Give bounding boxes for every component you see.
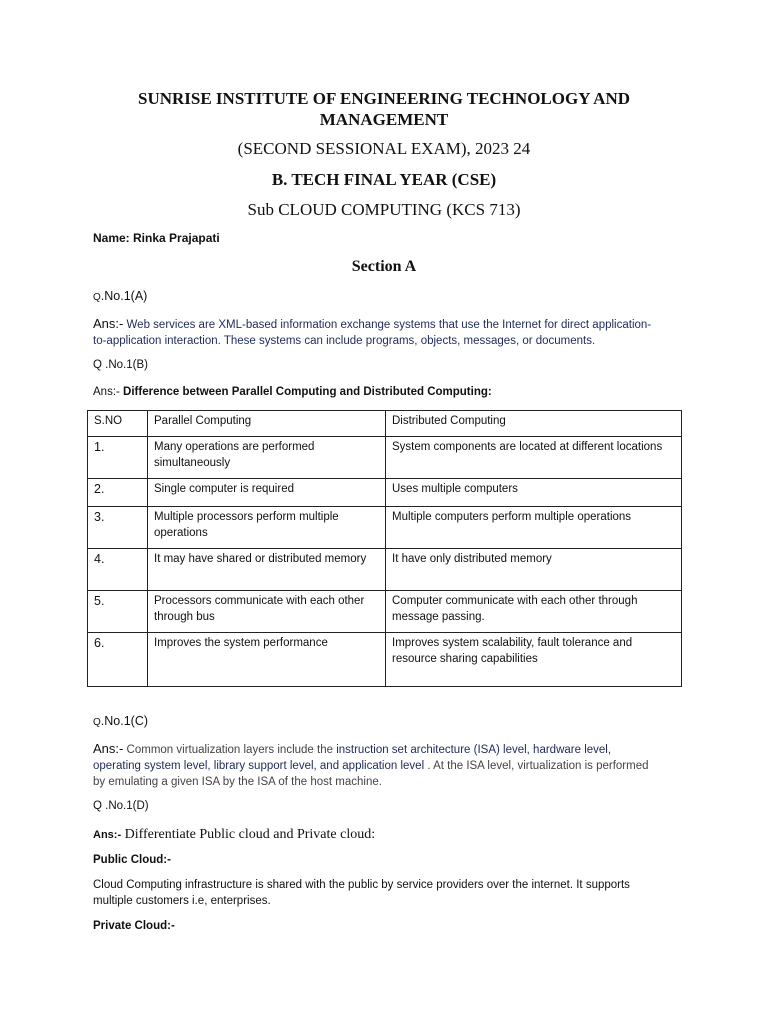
answer-1c-line2b: . At the ISA level, virtualization is performed: [424, 760, 649, 772]
public-cloud-line2: multiple customers i.e, enterprises.: [93, 895, 271, 907]
cell-distributed: Computer communicate with each other through message passing.: [386, 591, 682, 633]
table-row: [88, 633, 682, 687]
public-cloud-title: Public Cloud:-: [93, 854, 171, 866]
header-distributed: Distributed Computing: [386, 411, 682, 437]
header-sno: S.NO: [88, 411, 148, 437]
cell-sno: 2.: [88, 479, 148, 507]
table-row: [88, 591, 682, 633]
cell-sno: 1.: [88, 437, 148, 479]
answer-1c-line1a: Common virtualization layers include the: [123, 744, 337, 756]
course-title: B. TECH FINAL YEAR (CSE): [271, 170, 497, 189]
cell-parallel: Single computer is required: [148, 479, 386, 507]
subject-title: Sub CLOUD COMPUTING (KCS 713): [247, 200, 521, 219]
answer-label: Ans:-: [93, 386, 120, 398]
cell-parallel: Multiple processors perform multiple operations: [148, 507, 386, 549]
answer-1a-line1: Web services are XML-based information exchange systems that use the Internet for direct application-: [123, 319, 652, 331]
answer-1c-line1b: instruction set architecture (ISA) level, hardware level,: [336, 744, 612, 756]
cell-sno: 6.: [88, 633, 148, 687]
answer-1c: [93, 741, 693, 790]
question-1b-label: Q .No.1(B): [93, 359, 148, 371]
answer-1c-line3: by emulating a given ISA by the ISA of the host machine.: [93, 776, 382, 788]
answer-1d-heading: Differentiate Public cloud and Private cloud:: [121, 827, 376, 842]
cell-distributed: Multiple computers perform multiple operations: [386, 507, 682, 549]
table-row: [88, 479, 682, 507]
answer-label: Ans:-: [93, 316, 124, 331]
cell-sno: 5.: [88, 591, 148, 633]
student-name: Name: Rinka Prajapati: [93, 231, 220, 245]
exam-title: (SECOND SESSIONAL EXAM), 2023 24: [237, 139, 531, 158]
public-cloud-line1: Cloud Computing infrastructure is shared with the public by service providers over the internet. It supports: [93, 879, 630, 891]
answer-1a: [93, 316, 693, 349]
table-row: [88, 437, 682, 479]
comparison-table: [87, 410, 682, 687]
section-title: Section A: [351, 258, 417, 275]
cell-parallel: Many operations are performed simultaneously: [148, 437, 386, 479]
answer-1d: [93, 825, 375, 843]
answer-label: Ans:-: [93, 829, 122, 841]
public-cloud-text: [93, 877, 693, 909]
answer-1c-line2a: operating system level, library support level, and application level: [93, 760, 425, 772]
cell-sno: 3.: [88, 507, 148, 549]
institute-name-line2: MANAGEMENT: [319, 110, 449, 129]
cell-distributed: System components are located at different locations: [386, 437, 682, 479]
question-1d-label: Q .No.1(D): [93, 800, 149, 812]
question-prefix: Q: [93, 717, 101, 728]
answer-1b-heading: Difference between Parallel Computing and Distributed Computing:: [123, 386, 492, 398]
question-1a-label: [93, 289, 147, 303]
private-cloud-title: Private Cloud:-: [93, 920, 175, 932]
cell-parallel: Processors communicate with each other through bus: [148, 591, 386, 633]
question-number: .No.1(A): [100, 289, 148, 303]
cell-sno: 4.: [88, 549, 148, 591]
header-parallel: Parallel Computing: [148, 411, 386, 437]
table-row: [88, 549, 682, 591]
cell-distributed: It have only distributed memory: [386, 549, 682, 591]
answer-1a-line2: to-application interaction. These systems can include programs, objects, messages, or documents.: [93, 335, 596, 347]
question-number: .No.1(C): [100, 714, 149, 728]
cell-distributed: Uses multiple computers: [386, 479, 682, 507]
cell-distributed: Improves system scalability, fault tolerance and resource sharing capabilities: [386, 633, 682, 687]
question-prefix: Q: [93, 292, 101, 303]
table-row: [88, 507, 682, 549]
question-1c-label: [93, 714, 148, 728]
institute-name-line1: SUNRISE INSTITUTE OF ENGINEERING TECHNOLOGY AND: [137, 89, 630, 108]
institute-name: [0, 88, 768, 130]
table-header-row: [88, 411, 682, 437]
answer-label: Ans:-: [93, 741, 124, 756]
cell-parallel: It may have shared or distributed memory: [148, 549, 386, 591]
answer-1b: [93, 384, 492, 400]
cell-parallel: Improves the system performance: [148, 633, 386, 687]
